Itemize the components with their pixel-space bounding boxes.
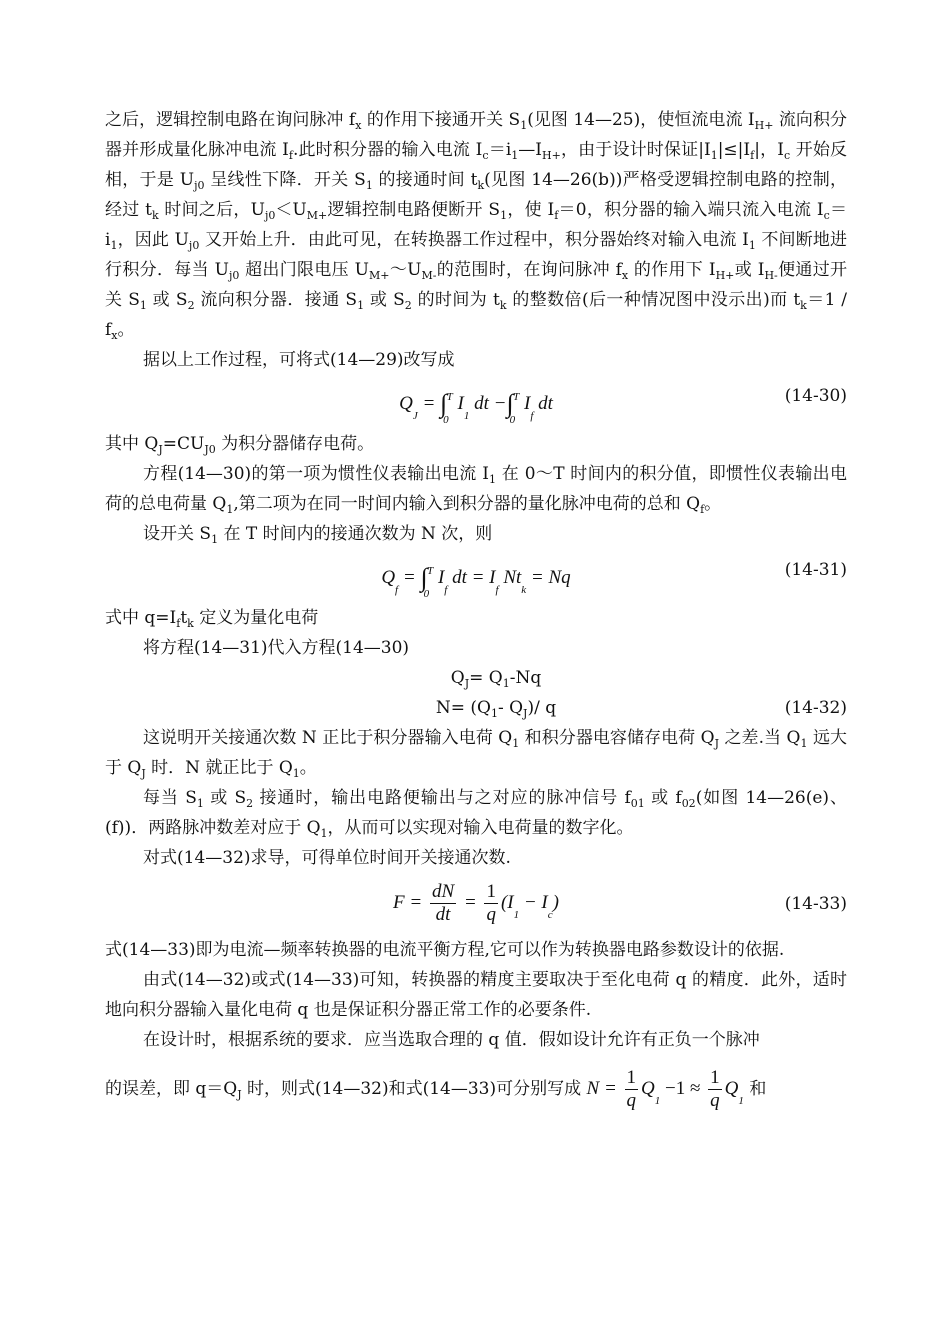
equation-14-32-line-2: $N= (Q_1-$ $Q_J)/$ q (14-32)	[105, 693, 847, 723]
paragraph-6: 式中 $q=I_ft_k$ 定义为量化电荷	[105, 608, 319, 630]
paragraph-2: 据以上工作过程，可将式(14—29)改写成	[143, 350, 455, 370]
paragraph-13: 在设计时，根据系统的要求．应当选取合理的 q 值．假如设计允许有正负一个脉冲	[143, 1030, 760, 1050]
paragraph-10: 对式(14—32)求导，可得单位时间开关接通次数.	[143, 848, 511, 868]
paragraph-14-end: 和	[749, 1079, 767, 1099]
paragraph-1: 之后，逻辑控制电路在询问脉冲 $f_x$ 的作用下接通开关 $S_1$(见图 14—25)，使恒流电流 $I_{H+}$ 流向积分器并形成量化脉冲电流 $I_f$.此时积分器的输入电流 $I_c=i_1—I_{H+}$，由于设计时保证$|I_1|\le|I_f|$，$I_c$ 开始反相，于是 $U_{j0}$ 呈线性下降．开关 $S_1$ 的接通时间 $t_k$(见图 14—26(b))严格受逻辑控制电路的控制，经过 $t_k$ 时间之后，$U_{j0}<U_{M+}$逻辑控制电路便断开 $S_1$，使 $I_f=0$，积分器的输入端只流入电流 $I_c=i_1$，因此 $U_{j0}$ 又开始上升．由此可见，在转换器工作过程中，积分器始终对输入电流 $I_1$ 不间断地进行积分．每当 $U_{j0}$ 超出门限电压 $U_{M+}\sim U_{M-}$的范围时，在询问脉冲 $f_x$ 的作用下 $I_{H+}$或 $I_{H-}$便通过开关 $S_1$ 或 $S_2$ 流向积分器．接通 $S_1$ 或 $S_2$ 的时间为 $t_k$ 的整数倍(后一种情况图中没示出)而 $t_k=1 / f_x$。	[105, 110, 848, 342]
paragraph-9: 每当 $S_1$ 或 $S_2$ 接通时，输出电路便输出与之对应的脉冲信号 $f_{01}$ 或 $f_{02}$(如图 14—26(e)、(f))．两路脉冲数差对应于 $Q_1$，从而可以实现对输入电荷量的数字化。	[105, 788, 847, 840]
equation-14-32-line-1: $Q_J= Q_1-Nq$	[450, 668, 542, 690]
inline-equation: N = $\frac{1}{q}$ $Q_1 -1$ ≈ $\frac{1}{q}$ $Q_1$	[586, 1067, 744, 1112]
paragraph-8: 这说明开关接通次数 N 正比于积分器输入电荷 $Q_1$ 和积分器电容储存电荷 $Q_J$ 之差.当 $Q_1$ 远大于 $Q_J$ 时．N 就正比于 $Q_1$。	[105, 728, 847, 780]
equation-14-31	[105, 549, 847, 603]
paragraph-14: 的误差，即 $q=Q_J$ 时，则式(14—32)和式(14—33)可分别写成 N = $\frac{1}{q}$ $Q_1 -1$ ≈ $\frac{1}{q}$ $Q_1$ 和	[105, 1067, 767, 1112]
paragraph-4: 方程(14—30)的第一项为惯性仪表输出电流 $I_1$ 在 0～T 时间内的积分值，即惯性仪表输出电荷的总电荷量 $Q_1$,第二项为在同一时间内输入到积分器的量化脉冲电荷的总和 $Q_f$。	[105, 464, 847, 516]
paragraph-11: 式(14—33)即为电流—频率转换器的电流平衡方程,它可以作为转换器电路参数设计的依据.	[105, 940, 785, 960]
equation-number: (14-31)	[784, 560, 847, 580]
equation-14-33-body: F = $\frac{dN}{dt}$ = $\frac{1}{q}$ $(I_1 - I_c)$	[393, 881, 559, 926]
paragraph-7: 将方程(14—31)代入方程(14—30)	[143, 638, 410, 658]
equation-14-33	[105, 873, 847, 935]
equation-number: (14-33)	[784, 894, 847, 914]
paragraph-3: 其中 $Q_J=CU_{J0}$ 为积分器储存电荷。	[105, 434, 375, 456]
equation-number: (14-30)	[784, 386, 847, 406]
equation-14-31-body: $Q_f = \int_0^T$ $I_f$ dt = $I_f$ $Nt_k = Nq$	[381, 563, 571, 600]
paragraph-5: 设开关 $S_1$ 在 T 时间内的接通次数为 N 次，则	[143, 524, 493, 546]
paragraph-12: 由式(14—32)或式(14—33)可知，转换器的精度主要取决于至化电荷 q 的精度．此外，适时地向积分器输入量化电荷 q 也是保证积分器正常工作的必要条件.	[105, 970, 847, 1020]
equation-14-30	[105, 375, 847, 429]
document-page	[105, 105, 847, 1125]
equation-number: (14-32)	[784, 698, 847, 718]
equation-14-30-body: $Q_J = \int_0^T$ $I_1$ dt $-\int_0^T$ $I_f$ dt	[399, 389, 553, 426]
